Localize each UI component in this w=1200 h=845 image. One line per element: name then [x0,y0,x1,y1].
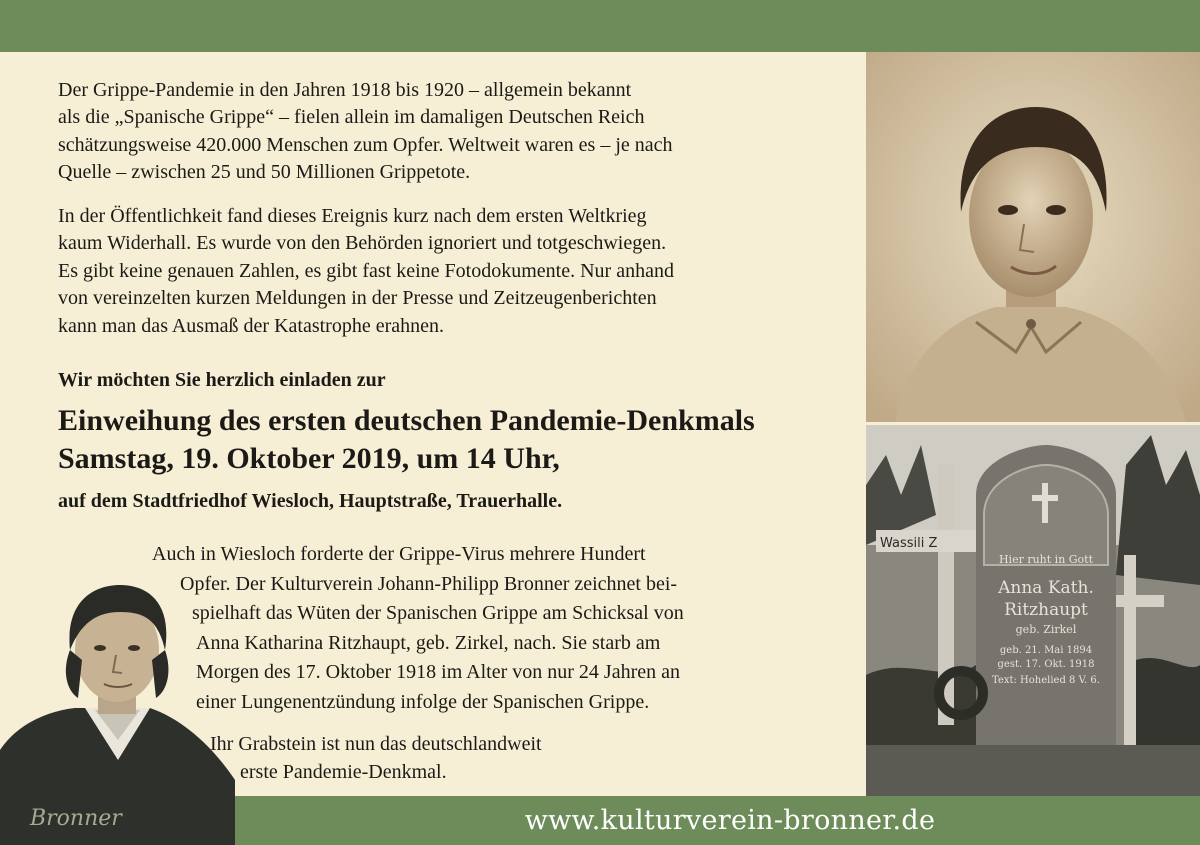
top-band [0,0,1200,52]
story-line: Auch in Wiesloch forderte der Grippe-Virus mehrere Hundert [152,543,646,565]
intro-line: schätzungsweise 420.000 Menschen zum Opfer. Weltweit waren es – je nach [58,133,673,156]
story-line: einer Lungenentzündung infolge der Spanischen Grippe. [196,690,650,713]
woman-portrait-photo [866,52,1200,422]
story-line: spielhaft das Wüten der Spanischen Grippe am Schicksal von [192,602,684,624]
event-location: auf dem Stadtfriedhof Wiesloch, Hauptstraße, Trauerhalle. [58,490,563,512]
story-line: Morgen des 17. Oktober 1918 im Alter von nur 24 Jahren an [196,661,680,683]
intro-line: Quelle – zwischen 25 und 50 Millionen Grippetote. [58,161,471,184]
bronner-portrait [0,580,235,845]
story-line: Opfer. Der Kulturverein Johann-Philipp Bronner zeichnet bei- [180,572,678,595]
closing-line: Ihr Grabstein ist nun das deutschlandweit [210,733,542,755]
gravestone-name: Anna Kath. [998,578,1094,598]
intro-paragraph [58,77,818,187]
closing-paragraph [210,730,542,786]
gravestone-photo [866,425,1200,796]
gravestone-line: geb. Zirkel [1015,623,1077,636]
context-line: von vereinzelten kurzen Meldungen in der Presse und Zeitzeugenberichten [58,287,657,310]
event-headline [58,402,755,478]
gravestone-name: Ritzhaupt [1004,600,1088,620]
gravestone-line: Hier ruht in Gott [998,553,1094,566]
gravestone-line: gest. 17. Okt. 1918 [997,659,1095,670]
gravestone-line: geb. 21. Mai 1894 [999,645,1093,656]
event-date: Samstag, 19. Oktober 2019, um 14 Uhr, [58,442,560,475]
context-paragraph [58,203,838,340]
signature: Bronner [30,806,122,831]
event-title: Einweihung des ersten deutschen Pandemie-Denkmals [58,404,755,437]
closing-line: erste Pandemie-Denkmal. [240,761,447,783]
cross-sign-text: Wassili Z [880,536,938,551]
context-line: In der Öffentlichkeit fand dieses Ereignis kurz nach dem ersten Weltkrieg [58,205,647,227]
gravestone-line: Text: Hohelied 8 V. 6. [992,675,1100,686]
context-line: kaum Widerhall. Es wurde von den Behörden ignoriert und totgeschwiegen. [58,232,667,255]
story-line: Anna Katharina Ritzhaupt, geb. Zirkel, nach. Sie starb am [196,631,661,654]
website-link[interactable]: www.kulturverein-bronner.de [524,805,936,836]
story-paragraph [152,540,802,717]
context-line: kann man das Ausmaß der Katastrophe erahnen. [58,314,444,337]
invitation-text: Wir möchten Sie herzlich einladen zur [58,369,386,391]
context-line: Es gibt keine genauen Zahlen, es gibt fast keine Fotodokumente. Nur anhand [58,259,674,282]
intro-line: als die „Spanische Grippe“ – fielen allein im damaligen Deutschen Reich [58,106,645,129]
intro-line: Der Grippe-Pandemie in den Jahren 1918 bis 1920 – allgemein bekannt [58,79,632,101]
